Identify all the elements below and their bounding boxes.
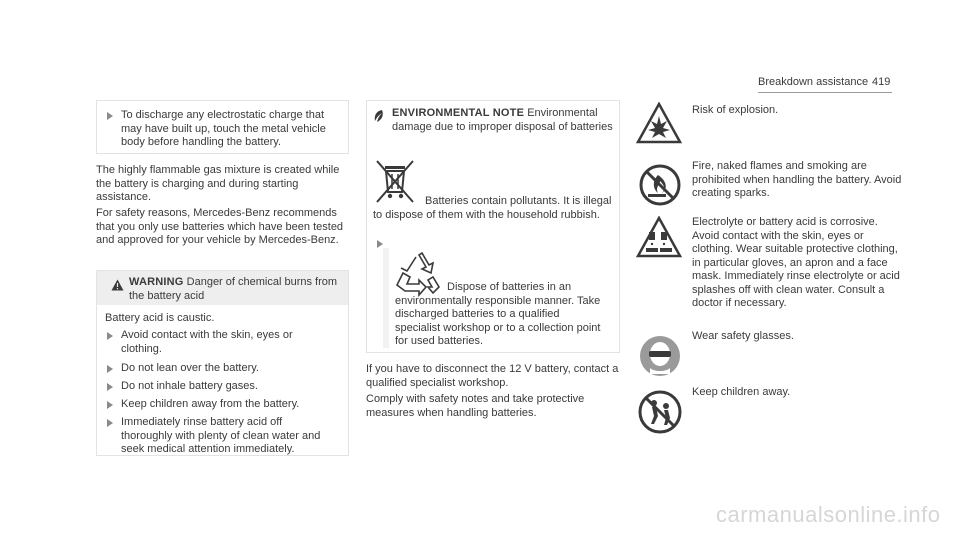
keep-children-away-icon xyxy=(638,390,682,434)
corrosive-warning-icon xyxy=(636,216,682,258)
bullet-arrow-icon xyxy=(107,332,113,340)
bullet-arrow-icon xyxy=(107,365,113,373)
safety-glasses-text: Wear safety glasses. xyxy=(692,330,794,342)
no-fire-icon xyxy=(638,163,682,207)
bullet-text: Do not lean over the battery. xyxy=(121,362,259,374)
bullet-text: Avoid contact with the skin, eyes or clothing. xyxy=(121,329,293,355)
environment-box xyxy=(366,100,620,353)
section-title: Breakdown assistance xyxy=(758,76,869,88)
flammable-paragraph: The highly flammable gas mixture is created while the battery is charging and during starting assistance. xyxy=(96,164,340,203)
environment-title: Environmental damage due to improper disposal of batteries xyxy=(392,107,613,133)
no-fire-text: Fire, naked flames and smoking are prohibited when handling the battery. Avoid creating sparks. xyxy=(692,160,902,199)
bullet-text: Do not inhale battery gases. xyxy=(121,380,258,392)
explosion-warning-icon xyxy=(636,102,682,144)
corrosive-text: Electrolyte or battery acid is corrosive. Avoid contact with the skin, eyes or clothing. Wear suitable protective clothing, in particular gloves, an apron and a face mask. Immediately rinse electrolyte or acid splashes off with clean water. Consult a doctor if necessary. xyxy=(692,216,900,309)
warning-box xyxy=(96,270,349,456)
explosion-text: Risk of explosion. xyxy=(692,104,779,116)
bullet-arrow-icon xyxy=(107,419,113,427)
keep-children-text: Keep children away. xyxy=(692,386,791,398)
warning-header xyxy=(97,271,348,305)
bullet-rail xyxy=(383,248,389,348)
bullet-text: To discharge any electrostatic charge that may have built up, touch the metal vehicle body before handling the battery. xyxy=(121,109,326,148)
electrostatic-box xyxy=(96,100,349,154)
warning-triangle-icon xyxy=(111,279,124,291)
warning-intro: Battery acid is caustic. xyxy=(105,312,215,324)
environment-icon xyxy=(373,109,385,123)
bullet-arrow-icon xyxy=(377,240,383,248)
dispose-text: Dispose of batteries in an environmentally responsible manner. Take discharged batteries to a qualified specialist workshop or to a collection point for used batteries. xyxy=(395,281,601,347)
protective-paragraph: Comply with safety notes and take protective measures when handling batteries. xyxy=(366,393,585,419)
bullet-text: Keep children away from the battery. xyxy=(121,398,300,410)
warning-title-block xyxy=(129,276,341,303)
environment-label: ENVIRONMENTAL NOTE xyxy=(392,107,525,119)
header-rule xyxy=(758,92,892,93)
bullet-arrow-icon xyxy=(107,401,113,409)
safety-glasses-icon xyxy=(638,334,682,378)
warning-title: Danger of chemical burns from the battery acid xyxy=(129,276,338,302)
watermark-text: carmanualsonline.info xyxy=(716,502,941,527)
bullet-arrow-icon xyxy=(107,112,113,120)
warning-label: WARNING xyxy=(129,276,184,288)
environment-title-block xyxy=(392,107,614,134)
pollutants-text: Batteries contain pollutants. It is illegal to dispose of them with the household rubbish. xyxy=(373,195,612,221)
disconnect-paragraph: If you have to disconnect the 12 V battery, contact a qualified specialist workshop. xyxy=(366,363,619,389)
recommendation-paragraph: For safety reasons, Mercedes-Benz recommends that you only use batteries which have been tested and approved for your vehicle by Mercedes-Benz. xyxy=(96,207,344,246)
bullet-text: Immediately rinse battery acid off thoroughly with plenty of clean water and seek medical attention immediately. xyxy=(121,416,321,455)
bullet-arrow-icon xyxy=(107,383,113,391)
page-number: 419 xyxy=(872,76,891,88)
